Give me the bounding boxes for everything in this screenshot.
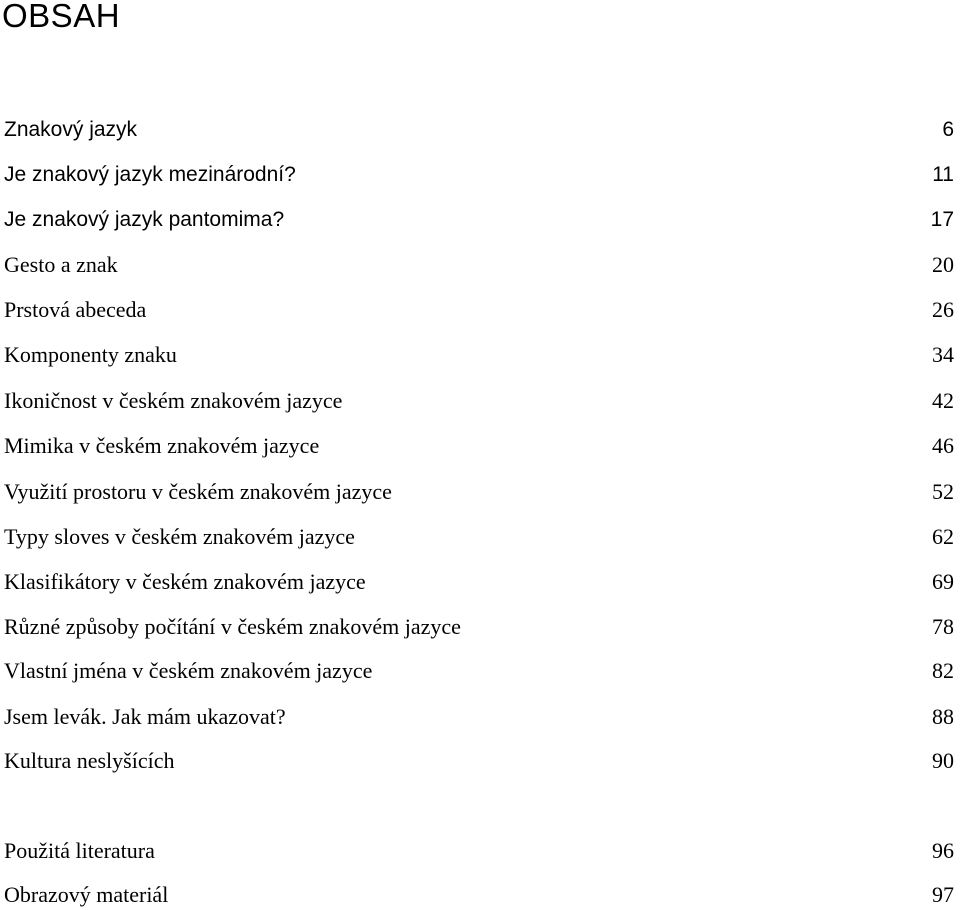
- toc-entry-label: Klasifikátory v českém znakovém jazyce: [4, 569, 366, 594]
- toc-entry-label: Jsem levák. Jak mám ukazovat?: [4, 704, 286, 729]
- toc-entry-label: Obrazový materiál: [4, 882, 169, 907]
- toc-entry: [4, 250, 954, 280]
- toc-entry-label: Znakový jazyk: [4, 118, 138, 141]
- toc-entry-page: 97: [932, 882, 954, 907]
- toc-entry-page: 46: [932, 433, 954, 458]
- toc-entry-page: 6: [942, 118, 954, 141]
- toc-entry-label: Využití prostoru v českém znakovém jazyce: [4, 479, 392, 504]
- toc-entry: [4, 386, 954, 416]
- toc-entry: [4, 522, 954, 552]
- toc-entry-label: Gesto a znak: [4, 252, 118, 277]
- toc-entry: [4, 431, 954, 461]
- toc-entry-page: 88: [932, 704, 954, 729]
- toc-entry-page: 42: [932, 388, 954, 413]
- toc-entry-page: 96: [932, 838, 954, 863]
- toc-entry-label: Vlastní jména v českém znakovém jazyce: [4, 658, 373, 683]
- toc-entry-page: 62: [932, 524, 954, 549]
- toc-entry: [4, 205, 954, 235]
- toc-entry-label: Kultura neslyšících: [4, 748, 175, 773]
- toc-entry: [4, 702, 954, 732]
- toc-entry: [4, 477, 954, 507]
- toc-entry: [4, 340, 954, 370]
- toc-entry: [4, 160, 954, 190]
- toc-entry-page: 52: [932, 479, 954, 504]
- toc-entry: [4, 567, 954, 597]
- toc-entry-page: 11: [932, 163, 954, 186]
- toc-entry-label: Mimika v českém znakovém jazyce: [4, 433, 320, 458]
- toc-entry-label: Prstová abeceda: [4, 297, 147, 322]
- toc-entry-page: 78: [932, 614, 954, 639]
- toc-entry-label: Typy sloves v českém znakovém jazyce: [4, 524, 355, 549]
- toc-entry-page: 20: [932, 252, 954, 277]
- toc-entry: [4, 746, 954, 776]
- toc-back-matter-entry: [4, 880, 954, 910]
- page-title: OBSAH: [2, 0, 121, 34]
- toc-entry: [4, 656, 954, 686]
- toc-entry-page: 34: [932, 342, 954, 367]
- toc-back-matter-entry: [4, 836, 954, 866]
- toc-entry-page: 17: [930, 208, 954, 231]
- toc-entry: [4, 295, 954, 325]
- toc-entry-label: Je znakový jazyk pantomima?: [4, 208, 285, 231]
- toc-entry-label: Použitá literatura: [4, 838, 155, 863]
- toc-entry-page: 82: [932, 658, 954, 683]
- toc-entry-page: 90: [932, 748, 954, 773]
- toc-entry-label: Různé způsoby počítání v českém znakovém jazyce: [4, 614, 461, 639]
- toc-entry-page: 69: [932, 569, 954, 594]
- toc-entry: [4, 612, 954, 642]
- toc-entry-label: Komponenty znaku: [4, 342, 177, 367]
- toc-entry-label: Je znakový jazyk mezinárodní?: [4, 163, 296, 186]
- toc-entry: [4, 115, 954, 145]
- toc-entry-label: Ikoničnost v českém znakovém jazyce: [4, 388, 343, 413]
- toc-entry-page: 26: [932, 297, 954, 322]
